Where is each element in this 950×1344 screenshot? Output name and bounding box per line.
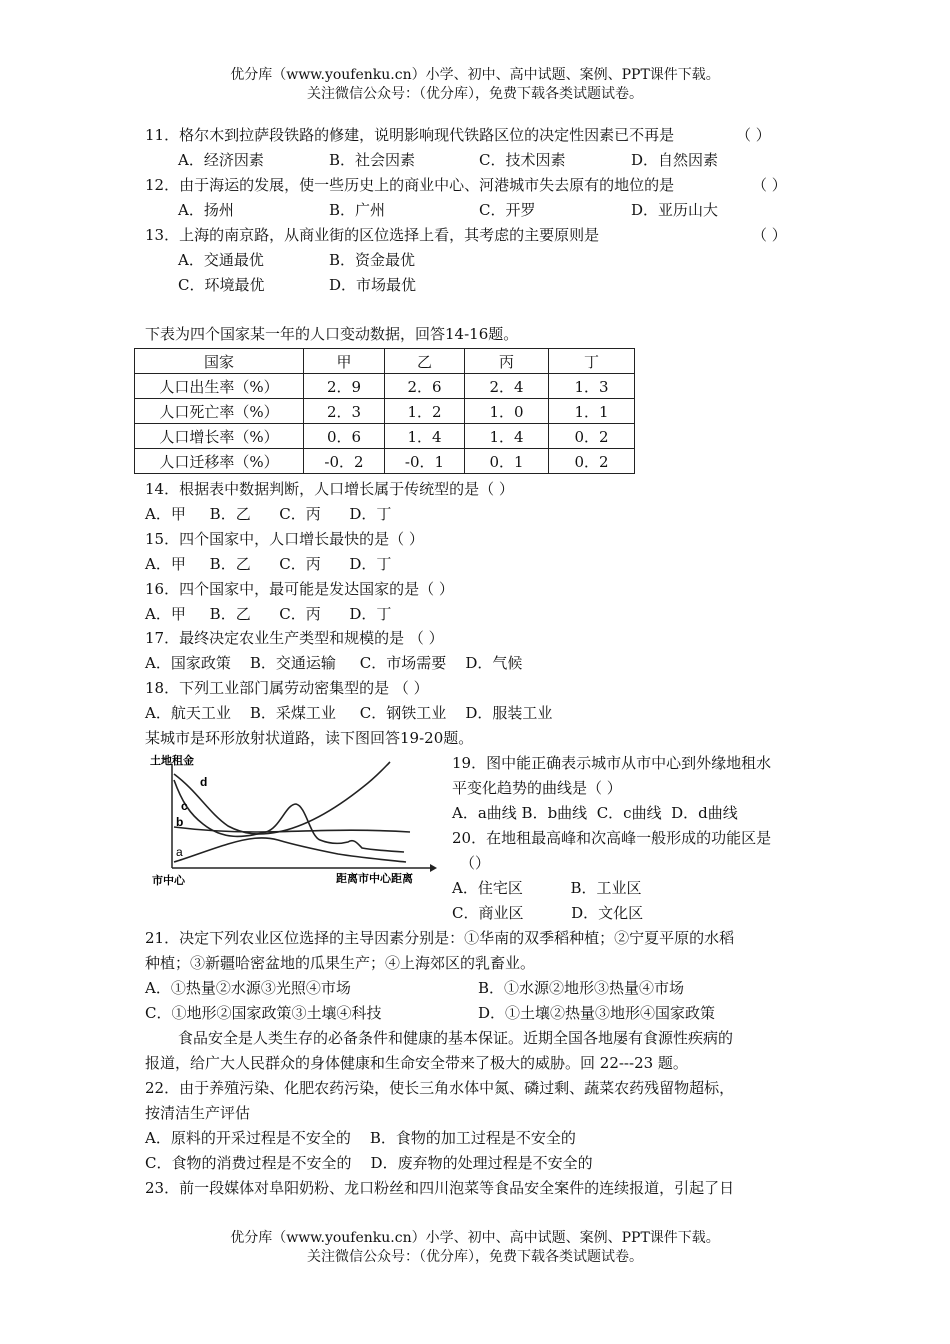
table-cell: 0．2 — [549, 449, 635, 474]
q12-option-a: A．扬州 — [178, 201, 234, 219]
q14-options: A．甲 B．乙 C．丙 D．丁 — [145, 505, 392, 523]
table-cell: 1．0 — [465, 399, 549, 424]
q20-stem-1: 20．在地租最高峰和次高峰一般形成的功能区是 — [452, 829, 772, 847]
curve-label-a: a — [176, 845, 183, 859]
q12-paren: （ ） — [752, 176, 787, 194]
table-cell: 0．6 — [304, 424, 385, 449]
table-row — [135, 374, 635, 399]
table-header: 丙 — [465, 349, 549, 374]
q21-option-d: D．①土壤②热量③地形④国家政策 — [478, 1004, 716, 1022]
q18-options: A．航天工业 B．采煤工业 C．钢铁工业 D．服装工业 — [145, 704, 553, 722]
table-header: 国家 — [135, 349, 304, 374]
curve-label-b: b — [176, 815, 184, 829]
table-cell: 1．4 — [385, 424, 465, 449]
table-cell: 1．2 — [385, 399, 465, 424]
table-header: 丁 — [549, 349, 635, 374]
q14-stem: 14．根据表中数据判断，人口增长属于传统型的是（ ） — [145, 480, 514, 498]
passage-line-1: 食品安全是人类生存的必备条件和健康的基本保证。近期全国各地屡有食源性疾病的 — [178, 1029, 734, 1047]
q18-stem: 18．下列工业部门属劳动密集型的是 （ ） — [145, 679, 429, 697]
q11-paren: （ ） — [736, 126, 771, 144]
table-cell: 2．9 — [304, 374, 385, 399]
table-cell: 0．2 — [549, 424, 635, 449]
q16-stem: 16．四个国家中，最可能是发达国家的是（ ） — [145, 580, 454, 598]
table-cell: 2．4 — [465, 374, 549, 399]
q11-option-a: A．经济因素 — [178, 151, 264, 169]
q11-stem: 11．格尔木到拉萨段铁路的修建，说明影响现代铁路区位的决定性因素已不再是 — [145, 126, 675, 144]
table-cell: 人口死亡率（%） — [135, 399, 304, 424]
q13-paren: （ ） — [752, 226, 787, 244]
q22-stem-1: 22．由于养殖污染、化肥农药污染，使长三角水体中氮、磷过剩、蔬菜农药残留物超标， — [145, 1079, 735, 1097]
q15-stem: 15．四个国家中，人口增长最快的是（ ） — [145, 530, 424, 548]
q22-stem-2: 按清洁生产评估 — [145, 1104, 251, 1122]
table-cell: 2．3 — [304, 399, 385, 424]
table-row — [135, 424, 635, 449]
table-cell: -0．2 — [304, 449, 385, 474]
q13-option-a: A．交通最优 — [178, 251, 264, 269]
q13-option-b: B．资金最优 — [329, 251, 416, 269]
figure-intro: 某城市是环形放射状道路，读下图回答19-20题。 — [145, 729, 474, 747]
q12-stem: 12．由于海运的发展，使一些历史上的商业中心、河港城市失去原有的地位的是 — [145, 176, 675, 194]
table-cell: 人口迁移率（%） — [135, 449, 304, 474]
q21-option-b: B．①水源②地形③热量④市场 — [478, 979, 685, 997]
curve-c — [174, 780, 404, 852]
table-header: 乙 — [385, 349, 465, 374]
table-cell: -0．1 — [385, 449, 465, 474]
population-table — [134, 348, 635, 474]
table-row — [135, 449, 635, 474]
table-cell: 1．4 — [465, 424, 549, 449]
table-header: 甲 — [304, 349, 385, 374]
q11-option-b: B．社会因素 — [329, 151, 416, 169]
table-cell: 0．1 — [465, 449, 549, 474]
header-line-2: 关注微信公众号：（优分库），免费下载各类试题试卷。 — [307, 86, 643, 102]
y-axis-label: 土地租金 — [150, 755, 194, 767]
q19-stem-2: 平变化趋势的曲线是（ ） — [452, 779, 622, 797]
q17-options: A．国家政策 B．交通运输 C．市场需要 D．气候 — [145, 654, 523, 672]
table-cell: 人口增长率（%） — [135, 424, 304, 449]
footer-line-1: 优分库（www.youfenku.cn）小学、初中、高中试题、案例、PPT课件下载。 — [230, 1230, 720, 1246]
q19-stem-1: 19．图中能正确表示城市从市中心到外缘地租水 — [452, 754, 772, 772]
q21-option-c: C．①地形②国家政策③土壤④科技 — [145, 1004, 382, 1022]
q22-options-2: C．食物的消费过程是不安全的 D．废弃物的处理过程是不安全的 — [145, 1154, 593, 1172]
q21-option-a: A．①热量②水源③光照④市场 — [145, 979, 351, 997]
table-header-row — [135, 349, 635, 374]
q13-option-c: C．环境最优 — [178, 276, 265, 294]
curve-label-c: c — [181, 799, 188, 813]
land-rent-figure — [148, 752, 438, 892]
q13-stem: 13．上海的南京路，从商业街的区位选择上看，其考虑的主要原则是 — [145, 226, 600, 244]
table-cell: 1．1 — [549, 399, 635, 424]
q11-option-c: C．技术因素 — [479, 151, 566, 169]
footer-line-2: 关注微信公众号：（优分库），免费下载各类试题试卷。 — [307, 1249, 643, 1265]
table-cell: 1．3 — [549, 374, 635, 399]
q21-stem-1: 21．决定下列农业区位选择的主导因素分别是：①华南的双季稻种植；②宁夏平原的水稻 — [145, 929, 735, 947]
q20-options-2: C．商业区 D．文化区 — [452, 904, 644, 922]
q13-option-d: D．市场最优 — [329, 276, 417, 294]
q12-option-b: B．广州 — [329, 201, 386, 219]
x-axis-label: 距离市中心距离 — [336, 873, 413, 885]
table-cell: 2．6 — [385, 374, 465, 399]
table-row — [135, 399, 635, 424]
q12-option-c: C．开罗 — [479, 201, 536, 219]
table-cell: 人口出生率（%） — [135, 374, 304, 399]
curve-label-d: d — [200, 775, 208, 789]
passage-line-2: 报道，给广大人民群众的身体健康和生命安全带来了极大的威胁。回 22---23 题。 — [145, 1054, 688, 1072]
header-line-1: 优分库（www.youfenku.cn）小学、初中、高中试题、案例、PPT课件下载。 — [230, 67, 720, 83]
q21-stem-2: 种植；③新疆哈密盆地的瓜果生产；④上海郊区的乳畜业。 — [145, 954, 536, 972]
q17-stem: 17．最终决定农业生产类型和规模的是 （ ） — [145, 629, 444, 647]
q16-options: A．甲 B．乙 C．丙 D．丁 — [145, 605, 392, 623]
q23-stem-1: 23．前一段媒体对阜阳奶粉、龙口粉丝和四川泡菜等食品安全案件的连续报道，引起了日 — [145, 1179, 735, 1197]
x-axis-arrow — [430, 864, 437, 872]
q22-options-1: A．原料的开采过程是不安全的 B．食物的加工过程是不安全的 — [145, 1129, 576, 1147]
q12-option-d: D．亚历山大 — [631, 201, 719, 219]
q19-options: A．a曲线 B．b曲线 C．c曲线 D．d曲线 — [452, 804, 738, 822]
q11-option-d: D．自然因素 — [631, 151, 719, 169]
curve-d — [174, 762, 390, 834]
table-intro: 下表为四个国家某一年的人口变动数据，回答14-16题。 — [145, 325, 519, 343]
q20-options-1: A．住宅区 B．工业区 — [452, 879, 642, 897]
x-origin-label: 市中心 — [152, 875, 185, 887]
q20-stem-2: （） — [460, 854, 491, 872]
q15-options: A．甲 B．乙 C．丙 D．丁 — [145, 555, 392, 573]
